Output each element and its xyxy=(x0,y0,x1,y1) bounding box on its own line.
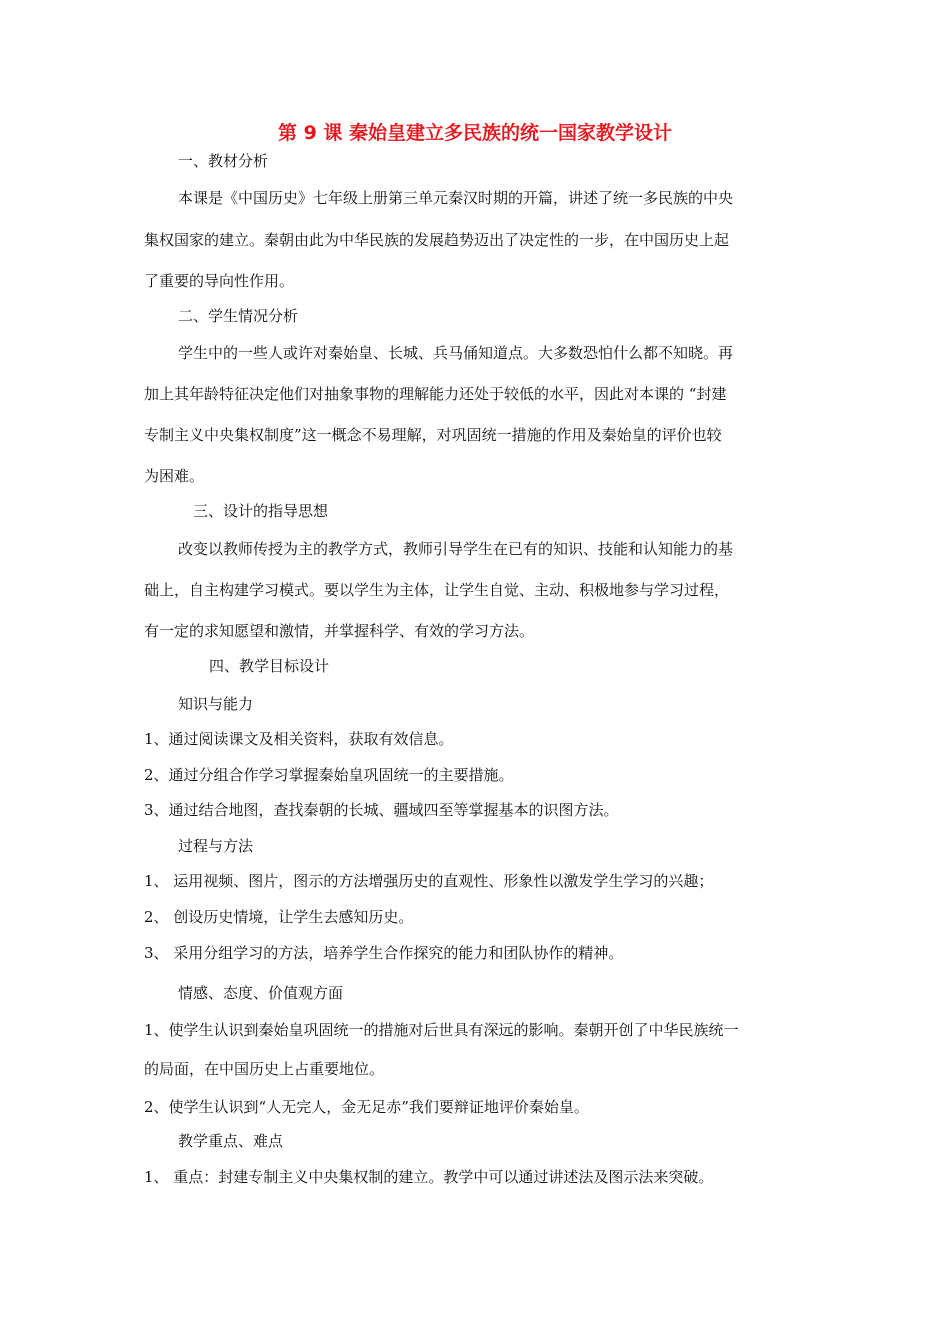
list-item: 2、使学生认识到“人无完人，金无足赤”我们要辩证地评价秦始皇。 xyxy=(144,1098,589,1116)
paragraph-line: 专制主义中央集权制度”这一概念不易理解，对巩固统一措施的作用及秦始皇的评价也较 xyxy=(144,426,722,444)
paragraph-line: 的局面，在中国历史上占重要地位。 xyxy=(144,1060,385,1078)
subheading-emotion-values: 情感、态度、价值观方面 xyxy=(178,984,344,1002)
paragraph-line: 了重要的导向性作用。 xyxy=(144,272,295,290)
heading-design-principles: 三、设计的指导思想 xyxy=(193,502,329,520)
paragraph-line: 学生中的一些人或许对秦始皇、长城、兵马俑知道点。大多数恐怕什么都不知晓。再 xyxy=(178,344,734,362)
heading-textbook-analysis: 一、教材分析 xyxy=(178,152,269,170)
list-item: 1、通过阅读课文及相关资料，获取有效信息。 xyxy=(144,730,454,748)
subheading-knowledge-ability: 知识与能力 xyxy=(178,695,254,713)
paragraph-line: 改变以教师传授为主的教学方式，教师引导学生在已有的知识、技能和认知能力的基 xyxy=(178,540,734,558)
list-item: 1、 重点：封建专制主义中央集权制的建立。教学中可以通过讲述法及图示法来突破。 xyxy=(144,1168,714,1186)
paragraph-line: 为困难。 xyxy=(144,467,205,485)
subheading-process-method: 过程与方法 xyxy=(178,837,254,855)
paragraph-line: 础上，自主构建学习模式。要以学生为主体，让学生自觉、主动、积极地参与学习过程， xyxy=(144,581,730,599)
paragraph-line: 本课是《中国历史》七年级上册第三单元秦汉时期的开篇，讲述了统一多民族的中央 xyxy=(178,189,734,207)
paragraph-line: 集权国家的建立。秦朝由此为中华民族的发展趋势迈出了决定性的一步，在中国历史上起 xyxy=(144,231,730,249)
list-item: 3、 采用分组学习的方法，培养学生合作探究的能力和团队协作的精神。 xyxy=(144,944,624,962)
heading-student-analysis: 二、学生情况分析 xyxy=(178,307,299,325)
paragraph-line: 有一定的求知愿望和激情，并掌握科学、有效的学习方法。 xyxy=(144,622,535,640)
list-item: 2、通过分组合作学习掌握秦始皇巩固统一的主要措施。 xyxy=(144,766,514,784)
list-item: 2、 创设历史情境，让学生去感知历史。 xyxy=(144,908,414,926)
heading-teaching-objectives: 四、教学目标设计 xyxy=(209,657,330,675)
paragraph-line: 加上其年龄特征决定他们对抽象事物的理解能力还处于较低的水平，因此对本课的 “封建 xyxy=(144,385,727,403)
list-item: 1、 运用视频、图片，图示的方法增强历史的直观性、形象性以激发学生学习的兴趣； xyxy=(144,872,714,890)
list-item: 1、使学生认识到秦始皇巩固统一的措施对后世具有深远的影响。秦朝开创了中华民族统一 xyxy=(144,1021,739,1039)
subheading-key-points: 教学重点、难点 xyxy=(178,1132,284,1150)
list-item: 3、通过结合地图，查找秦朝的长城、疆域四至等掌握基本的识图方法。 xyxy=(144,801,619,819)
document-title: 第 9 课 秦始皇建立多民族的统一国家教学设计 xyxy=(277,122,673,144)
